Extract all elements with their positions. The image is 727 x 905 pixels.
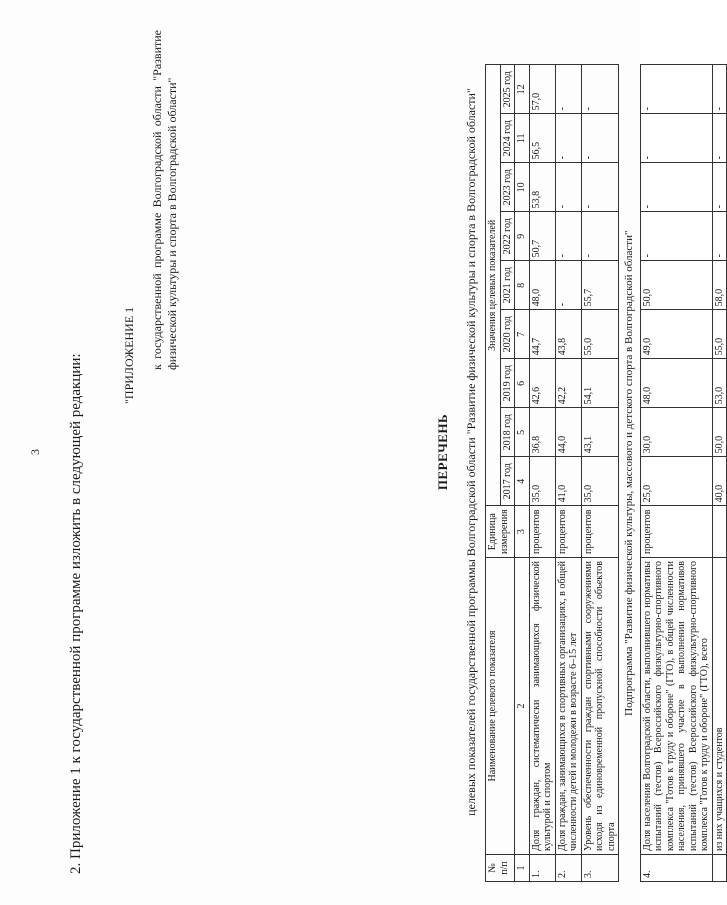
col-number: 9 (515, 212, 530, 261)
col-number: 2 (515, 558, 530, 855)
row-name: Уровень обеспеченности граждан спортивными сооружениями исходя из единовременной пропускной способности объектов спорта (581, 558, 619, 855)
year-header: 2023 год (500, 163, 515, 212)
row-value: 44,0 (555, 408, 581, 457)
row-value: 42,2 (555, 359, 581, 408)
year-header: 2025 год (500, 65, 515, 114)
row-num (712, 855, 727, 882)
table-row (712, 65, 727, 882)
row-value: 35,0 (581, 457, 619, 506)
header-unit: Единица измерения (486, 506, 515, 558)
row-value: 55,0 (581, 310, 619, 359)
appendix-label: "ПРИЛОЖЕНИЕ 1 (122, 306, 136, 404)
row-unit: процентов (581, 506, 619, 558)
row-value: - (640, 114, 712, 163)
row-value: 55,0 (712, 310, 727, 359)
row-value: - (712, 163, 727, 212)
row-value: 50,7 (529, 212, 555, 261)
row-value: 35,0 (529, 457, 555, 506)
row-value: - (581, 212, 619, 261)
col-number: 12 (515, 65, 530, 114)
row-value: - (712, 212, 727, 261)
row-name: Доля граждан, занимающихся в спортивных организациях, в общей численности детей и молодежи в возрасте 6–15 лет (555, 558, 581, 855)
row-value: 57,0 (529, 65, 555, 114)
row-value: 56,5 (529, 114, 555, 163)
row-value: 50,0 (640, 261, 712, 310)
document-subtitle: целевых показателей государственной программы Волгоградской области "Развитие физической культуры и спорта в Волгоградской области" (464, 88, 478, 816)
col-number: 3 (515, 506, 530, 558)
row-value: 48,0 (529, 261, 555, 310)
row-unit: процентов (529, 506, 555, 558)
col-number: 10 (515, 163, 530, 212)
row-value: - (640, 65, 712, 114)
row-value: 43,1 (581, 408, 619, 457)
row-value: 55,7 (581, 261, 619, 310)
table-row (529, 65, 555, 882)
document-title: ПЕРЕЧЕНЬ (435, 413, 450, 491)
row-num: 2. (555, 855, 581, 882)
header-num: № п/п (486, 855, 515, 882)
row-name: Доля граждан, систематически занимающихся физической культурой и спортом (529, 558, 555, 855)
row-unit: процентов (640, 506, 712, 558)
row-value: 43,8 (555, 310, 581, 359)
row-value: 54,1 (581, 359, 619, 408)
row-unit (712, 506, 727, 558)
rotated-content (20, 12, 725, 892)
row-value: 30,0 (640, 408, 712, 457)
row-value: - (712, 114, 727, 163)
row-value: 44,7 (529, 310, 555, 359)
row-value: 36,8 (529, 408, 555, 457)
year-header: 2017 год (500, 457, 515, 506)
row-value: - (712, 65, 727, 114)
row-value: 41,0 (555, 457, 581, 506)
appendix-body: к государственной программе Волгоградской области "Развитие физической культуры и спорта в Волгоградской области" (150, 30, 179, 370)
row-value: - (555, 163, 581, 212)
col-number: 7 (515, 310, 530, 359)
year-header: 2024 год (500, 114, 515, 163)
row-name: из них учащихся и студентов (712, 558, 727, 855)
row-value: - (640, 212, 712, 261)
table-row (555, 65, 581, 882)
row-value: - (581, 163, 619, 212)
row-value: 50,0 (712, 408, 727, 457)
year-header: 2019 год (500, 359, 515, 408)
table-row (581, 65, 619, 882)
row-name: Доля населения Волгоградской области, выполнившего нормативы испытаний (тестов) Всероссийского физкультурно-спортивного комплекса "Готов к труду и обороне" (ГТО), в общей численности населения, принявшего участие в выполнении нормативов испытаний (тестов) Всероссийского физкультурно-спортивного комплекса "Готов к труду и обороне" (ГТО), всего (640, 558, 712, 855)
row-value: - (555, 65, 581, 114)
row-value: 53,8 (529, 163, 555, 212)
indicators-table (485, 64, 727, 882)
row-value: - (581, 65, 619, 114)
page-number: 3 (28, 449, 42, 455)
col-number: 11 (515, 114, 530, 163)
intro-text: 2. Приложение 1 к государственной программе изложить в следующей редакции: (68, 353, 84, 874)
row-value: - (640, 163, 712, 212)
row-unit: процентов (555, 506, 581, 558)
row-num: 1. (529, 855, 555, 882)
year-header: 2018 год (500, 408, 515, 457)
col-number: 5 (515, 408, 530, 457)
row-value: - (555, 261, 581, 310)
row-value: 53,0 (712, 359, 727, 408)
col-number: 1 (515, 855, 530, 882)
year-header: 2020 год (500, 310, 515, 359)
header-values: Значения целевых показателей (486, 65, 501, 506)
row-num: 4. (640, 855, 712, 882)
column-numbers-row (515, 65, 530, 882)
year-header: 2022 год (500, 212, 515, 261)
row-value: 25,0 (640, 457, 712, 506)
row-value: - (555, 212, 581, 261)
table-row (640, 65, 712, 882)
row-value: 42,6 (529, 359, 555, 408)
col-number: 8 (515, 261, 530, 310)
row-value: - (555, 114, 581, 163)
year-header: 2021 год (500, 261, 515, 310)
subprogram-title: Подпрограмма "Развитие физической культуры, массового и детского спорта в Волгоградской области" (619, 65, 641, 882)
row-num: 3. (581, 855, 619, 882)
row-value: 40,0 (712, 457, 727, 506)
row-value: 49,0 (640, 310, 712, 359)
col-number: 6 (515, 359, 530, 408)
subprogram-row (619, 65, 641, 882)
header-name: Наименование целевого показателя (486, 558, 515, 855)
row-value: 58,0 (712, 261, 727, 310)
header-row (486, 65, 501, 882)
row-value: 48,0 (640, 359, 712, 408)
col-number: 4 (515, 457, 530, 506)
row-value: - (581, 114, 619, 163)
